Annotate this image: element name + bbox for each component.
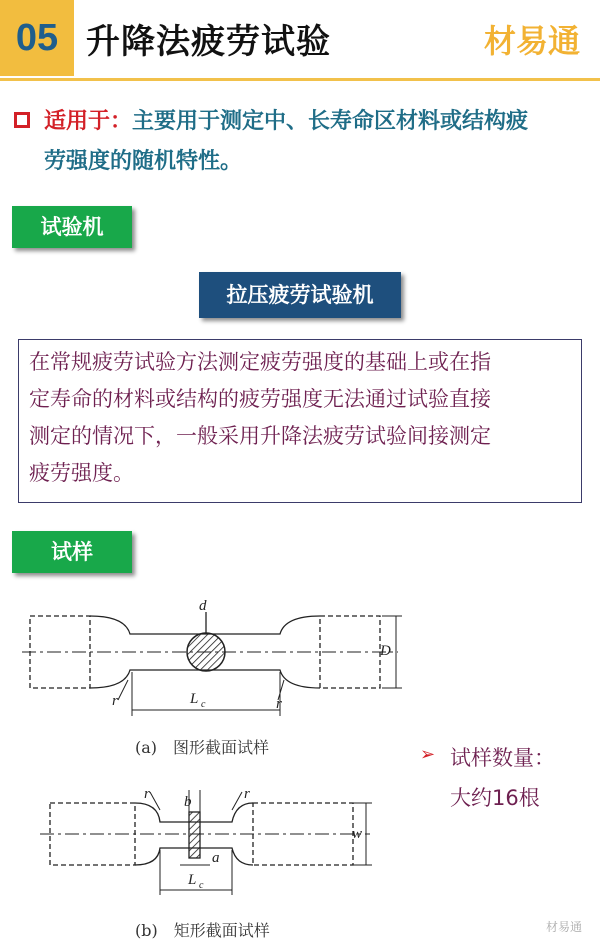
watermark: 材易通 [545, 920, 582, 934]
label-b: b [184, 794, 192, 810]
cross-section-rect [189, 812, 200, 858]
label-r-left-b: r [144, 786, 150, 802]
section-tag-machine: 试验机 [12, 206, 132, 248]
section-number-badge [0, 0, 74, 76]
label-a: a [212, 850, 220, 866]
cross-section-circle [187, 633, 225, 671]
section-number: 05 [15, 17, 59, 59]
applies-text-line2: 劳强度的随机特性。 [44, 149, 243, 174]
desc-line: 在常规疲劳试验方法测定疲劳强度的基础上或在指 [29, 350, 491, 374]
label-Lc-b-sub: c [199, 880, 204, 891]
figure-a-caption: (a) 图形截面试样 [135, 738, 270, 757]
page-title: 升降法疲劳试验 [86, 22, 331, 62]
sample-count-label: 试样数量： [450, 746, 555, 770]
applies-paragraph [44, 102, 584, 182]
specimen-bottom-edge [90, 670, 320, 688]
label-D: D [380, 643, 391, 659]
label-Lc: L [190, 691, 199, 707]
label-w: w [352, 826, 363, 842]
desc-line: 测定的情况下，一般采用升降法疲劳试验间接测定 [29, 424, 491, 448]
machine-name-box: 拉压疲劳试验机 [199, 272, 401, 318]
label-d: d [199, 598, 207, 614]
figure-b-caption: (b) 矩形截面试样 [135, 921, 270, 940]
applies-label: 适用于： [44, 109, 133, 134]
label-r-right: r [276, 696, 282, 712]
applies-text-line1: 主要用于测定中、长寿命区材料或结构疲 [132, 109, 529, 134]
section-tag-sample: 试样 [12, 531, 132, 573]
header-divider [0, 78, 600, 81]
specimen-top-edge [90, 616, 320, 634]
machine-description [18, 339, 582, 503]
desc-line: 定寿命的材料或结构的疲劳强度无法通过试验直接 [29, 387, 491, 411]
brand-logo-text: 材易通 [483, 22, 580, 60]
arrow-bullet-icon: ➢ [420, 744, 436, 765]
label-Lc-b: L [188, 872, 197, 888]
label-Lc-sub: c [201, 699, 206, 710]
label-r-right-b: r [244, 786, 250, 802]
desc-line: 疲劳强度。 [29, 461, 134, 485]
sample-count-value: 大约16根 [450, 786, 540, 810]
rect-specimen-figure [40, 790, 372, 895]
label-r-left: r [112, 693, 118, 709]
square-bullet-icon [14, 112, 30, 128]
round-specimen-figure [22, 612, 402, 716]
